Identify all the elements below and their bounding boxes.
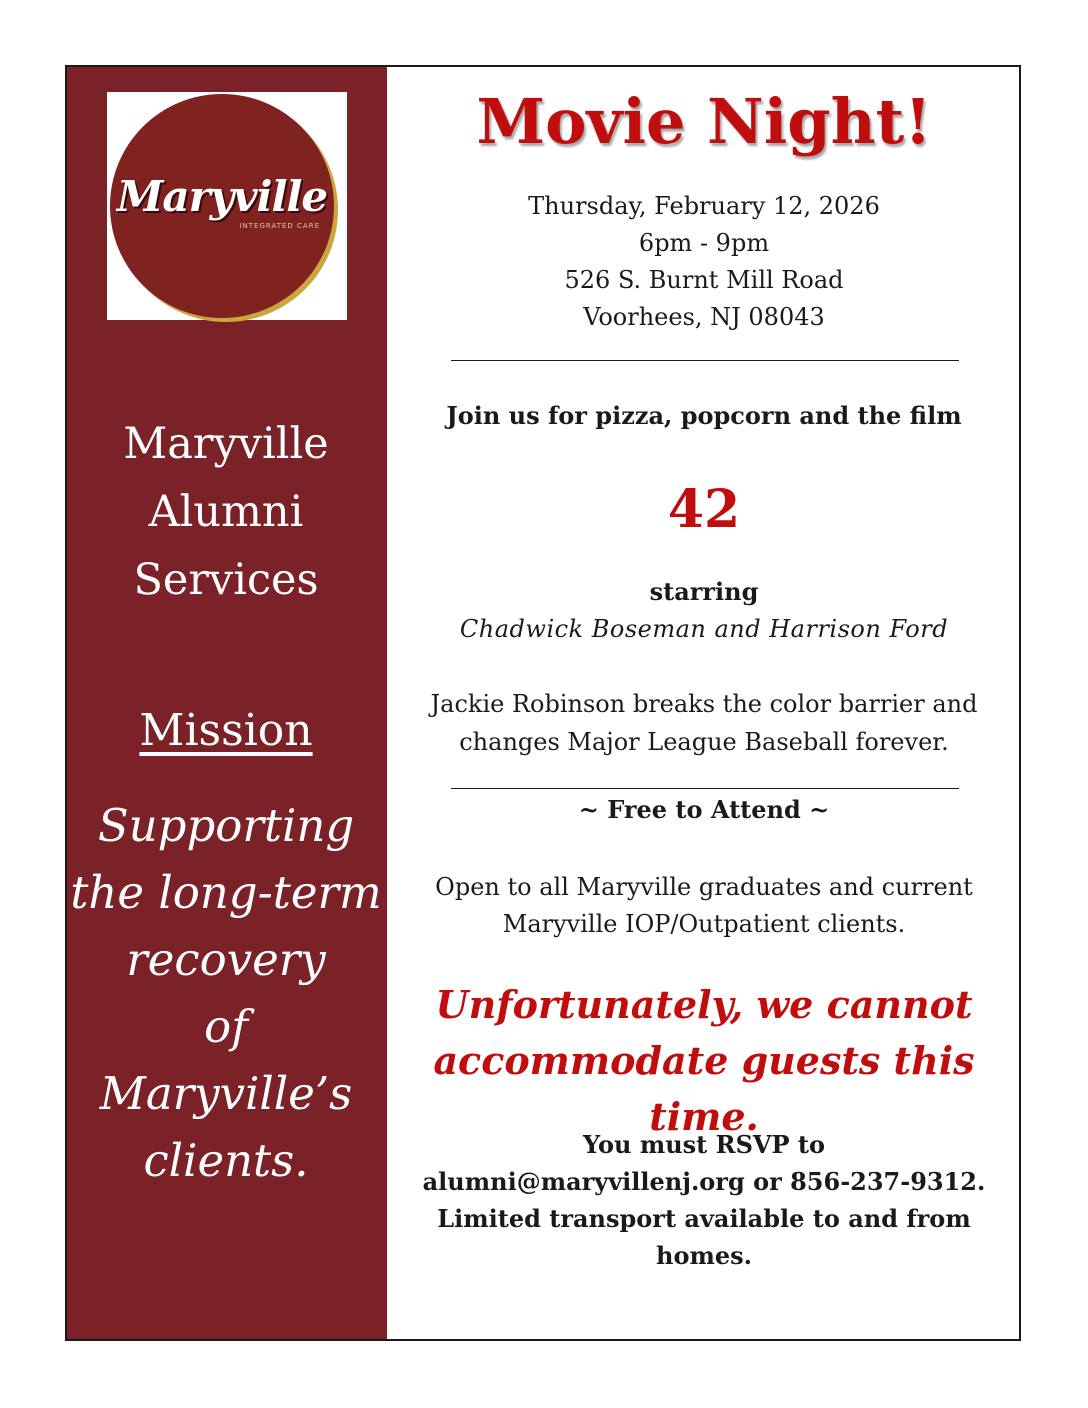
film-stars: Chadwick Boseman and Harrison Ford [459, 615, 949, 643]
rsvp-line: You must RSVP to [582, 1130, 826, 1159]
warning-line: Unfortunately, we cannot [435, 982, 973, 1027]
logo-tagline: INTEGRATED CARE [239, 222, 320, 230]
event-time: 6pm - 9pm [638, 229, 770, 257]
mission-heading: Mission [139, 705, 313, 756]
mission-line: clients. [143, 1134, 309, 1187]
event-city: Voorhees, NJ 08043 [583, 303, 825, 331]
page-border [65, 65, 1021, 1341]
org-name-line: Alumni [148, 487, 304, 537]
event-date: Thursday, February 12, 2026 [528, 192, 880, 220]
eligibility-line: Open to all Maryville graduates and current [435, 873, 973, 901]
rsvp-transport: Limited transport available to and from homes. [437, 1204, 971, 1270]
film-title: 42 [667, 479, 741, 540]
mission-line: recovery [126, 933, 326, 986]
mission-line: the long-term [70, 866, 382, 919]
synopsis-line: Jackie Robinson breaks the color barrier and [430, 690, 978, 718]
mission-line: Maryville’s [99, 1067, 353, 1120]
free-to-attend: ~ Free to Attend ~ [578, 795, 830, 824]
mission-line: of [204, 1000, 248, 1053]
starring-label: starring [649, 577, 759, 606]
org-name-line: Maryville [123, 419, 329, 469]
synopsis-line: changes Major League Baseball forever. [459, 728, 949, 756]
flyer-headline: Movie Night! [476, 85, 932, 158]
warning-line: accommodate guests this time. [433, 1038, 975, 1139]
join-text: Join us for pizza, popcorn and the film [446, 401, 962, 430]
event-street: 526 S. Burnt Mill Road [564, 266, 844, 294]
mission-line: Supporting [97, 799, 355, 852]
eligibility-line: Maryville IOP/Outpatient clients. [502, 910, 906, 938]
rsvp-contact: alumni@maryvillenj.org or 856-237-9312. [422, 1167, 986, 1196]
logo-wordmark: Maryville [116, 172, 328, 221]
org-name-line: Services [133, 555, 319, 605]
